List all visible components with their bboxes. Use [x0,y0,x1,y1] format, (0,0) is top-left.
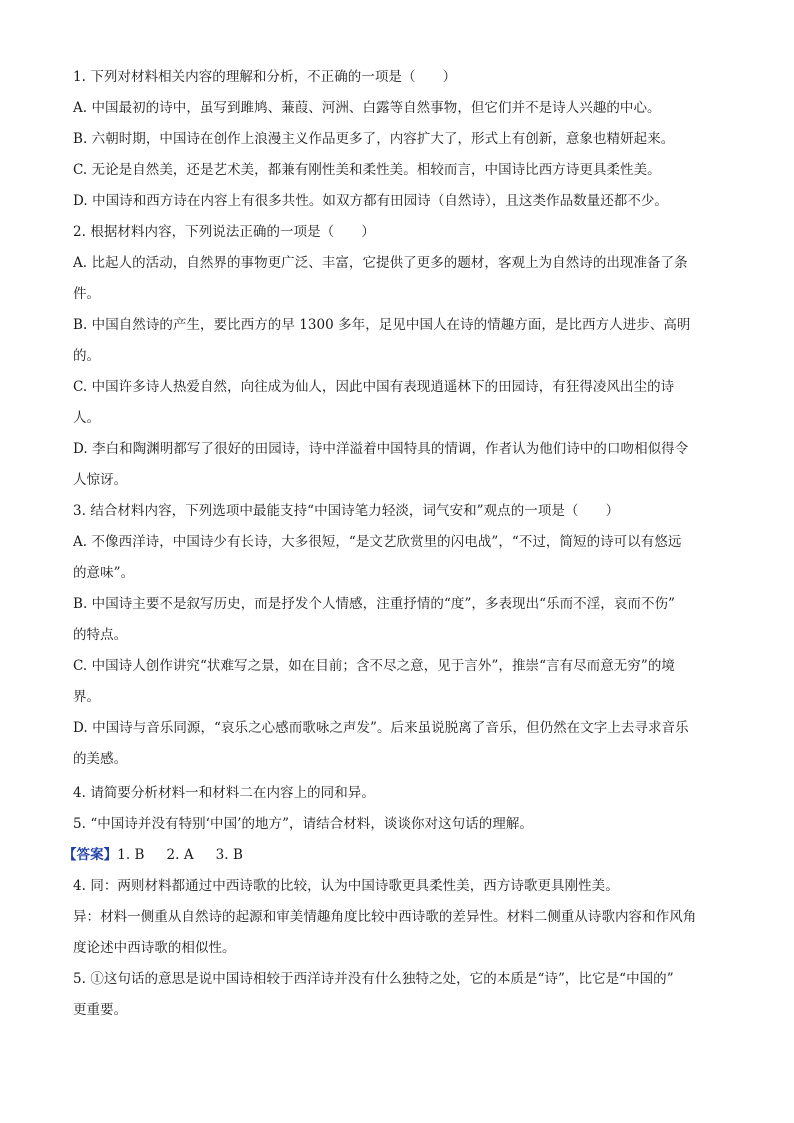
question-3-option-b-cont: 的特点。 [73,627,128,643]
question-3-option-c: C. 中国诗人创作讲究“状难写之景，如在目前；含不尽之意，见于言外”，推崇“言有尽而意无穷”的境 [73,658,675,674]
answer-tag: 【答案】 [63,847,118,863]
question-3-option-d-cont: 的美感。 [73,751,128,767]
answer-5-cont: 更重要。 [73,1002,128,1018]
question-2-option-b-cont: 的。 [73,348,101,364]
question-2-stem: 2. 根据材料内容，下列说法正确的一项是（ ） [73,224,375,240]
question-2-option-a: A. 比起人的活动，自然界的事物更广泛、丰富，它提供了更多的题材，客观上为自然诗的出现准备了条 [73,255,688,271]
answer-4-diff-cont: 度论述中西诗歌的相似性。 [73,940,236,956]
question-2-option-a-cont: 件。 [73,286,101,302]
question-3-option-a-cont: 的意味”。 [73,565,135,581]
question-1-option-d: D. 中国诗和西方诗在内容上有很多共性。如双方都有田园诗（自然诗），且这类作品数量还都不少。 [73,193,668,209]
question-2-option-d-cont: 人惊讶。 [73,472,128,488]
question-1-option-a: A. 中国最初的诗中，虽写到雎鸠、蒹葭、河洲、白露等自然事物，但它们并不是诗人兴趣的中心。 [73,100,661,116]
question-1-stem: 1. 下列对材料相关内容的理解和分析，不正确的一项是（ ） [73,69,457,85]
question-2-option-c-cont: 人。 [73,410,101,426]
answer-summary [63,845,723,865]
answer-5: 5. ①这句话的意思是说中国诗相较于西洋诗并没有什么独特之处，它的本质是“诗”，比它是“中国的” [73,971,674,987]
question-1-option-b: B. 六朝时期，中国诗在创作上浪漫主义作品更多了，内容扩大了，形式上有创新，意象也精妍起来。 [73,131,675,147]
question-1-option-c: C. 无论是自然美，还是艺术美，都兼有刚性美和柔性美。相较而言，中国诗比西方诗更具柔性美。 [73,162,661,178]
question-2-option-d: D. 李白和陶渊明都写了很好的田园诗，诗中洋溢着中国特具的情调，作者认为他们诗中的口吻相似得令 [73,441,689,457]
answer-item-2: 2. A [166,847,194,863]
answer-item-1: 1. B [117,847,145,863]
answer-4-same: 4. 同：两则材料都通过中西诗歌的比较，认为中国诗歌更具柔性美，西方诗歌更具刚性美。 [73,878,619,894]
answer-item-3: 3. B [215,847,243,863]
question-3-option-c-cont: 界。 [73,689,101,705]
question-3-stem: 3. 结合材料内容，下列选项中最能支持“中国诗笔力轻淡，词气安和”观点的一项是（ ） [73,503,620,519]
answer-4-diff: 异：材料一侧重从自然诗的起源和审美情趣角度比较中西诗歌的差异性。材料二侧重从诗歌内容和作风角 [73,909,697,925]
question-2-option-b: B. 中国自然诗的产生，要比西方的早 1300 多年，足见中国人在诗的情趣方面，是比西方人进步、高明 [73,317,691,333]
question-3-option-a: A. 不像西洋诗，中国诗少有长诗，大多很短，“是文艺欣赏里的闪电战”，“不过，简短的诗可以有悠远 [73,534,682,550]
question-3-option-b: B. 中国诗主要不是叙写历史，而是抒发个人情感，注重抒情的“度”，多表现出“乐而不淫，哀而不伤” [73,596,676,612]
question-2-option-c: C. 中国许多诗人热爱自然，向往成为仙人，因此中国有表现逍遥林下的田园诗，有狂得凌风出尘的诗 [73,379,675,395]
question-5-stem: 5. “中国诗并没有特别‘中国’的地方”，请结合材料，谈谈你对这句话的理解。 [73,816,533,832]
question-4-stem: 4. 请简要分析材料一和材料二在内容上的同和异。 [73,785,375,801]
question-3-option-d: D. 中国诗与音乐同源，“哀乐之心感而歌咏之声发”。后来虽说脱离了音乐，但仍然在文字上去寻求音乐 [73,720,689,736]
